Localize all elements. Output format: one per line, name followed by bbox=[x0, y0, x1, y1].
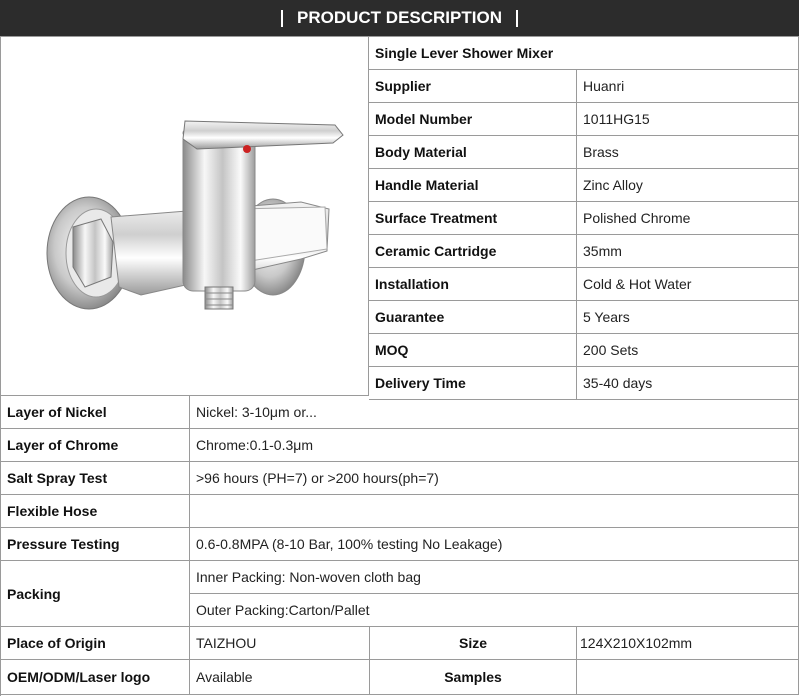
product-image bbox=[1, 37, 369, 396]
spec-value: Huanri bbox=[577, 70, 799, 103]
spec-value: 35mm bbox=[577, 235, 799, 268]
section-header bbox=[0, 0, 799, 36]
header-bar-left bbox=[281, 10, 283, 27]
spec-value: Brass bbox=[577, 136, 799, 169]
spec-label: Ceramic Cartridge bbox=[369, 235, 577, 268]
spec-label: Delivery Time bbox=[369, 367, 577, 400]
oem-value: Available bbox=[190, 660, 370, 695]
spec-value: 1011HG15 bbox=[577, 103, 799, 136]
spec-label: Body Material bbox=[369, 136, 577, 169]
packing-inner: Inner Packing: Non-woven cloth bag bbox=[190, 561, 799, 594]
spec-value: Cold & Hot Water bbox=[577, 268, 799, 301]
spec-value: Zinc Alloy bbox=[577, 169, 799, 202]
detail-value: 0.6-0.8MPA (8-10 Bar, 100% testing No Leakage) bbox=[190, 528, 799, 561]
spec-value: Polished Chrome bbox=[577, 202, 799, 235]
size-label: Size bbox=[370, 627, 577, 660]
faucet-illustration bbox=[1, 37, 369, 396]
spec-value: 5 Years bbox=[577, 301, 799, 334]
detail-label: Flexible Hose bbox=[1, 495, 190, 528]
spec-label: Model Number bbox=[369, 103, 577, 136]
detail-label: Salt Spray Test bbox=[1, 462, 190, 495]
spec-value: 35-40 days bbox=[577, 367, 799, 400]
spec-label: Installation bbox=[369, 268, 577, 301]
spec-label: Supplier bbox=[369, 70, 577, 103]
spec-label: Guarantee bbox=[369, 301, 577, 334]
header-bar-right bbox=[516, 10, 518, 27]
detail-label: Pressure Testing bbox=[1, 528, 190, 561]
product-name: Single Lever Shower Mixer bbox=[369, 37, 799, 70]
spec-label: MOQ bbox=[369, 334, 577, 367]
oem-label: OEM/ODM/Laser logo bbox=[1, 660, 190, 695]
origin-label: Place of Origin bbox=[1, 627, 190, 660]
detail-label: Layer of Chrome bbox=[1, 429, 190, 462]
origin-value: TAIZHOU bbox=[190, 627, 370, 660]
size-value: 124X210X102mm bbox=[577, 627, 799, 660]
detail-value: Nickel: 3-10μm or... bbox=[190, 396, 799, 429]
detail-label: Layer of Nickel bbox=[1, 396, 190, 429]
detail-value bbox=[190, 495, 799, 528]
spec-label: Surface Treatment bbox=[369, 202, 577, 235]
detail-value: >96 hours (PH=7) or >200 hours(ph=7) bbox=[190, 462, 799, 495]
packing-label: Packing bbox=[1, 561, 190, 627]
samples-value bbox=[577, 660, 799, 695]
spec-label: Handle Material bbox=[369, 169, 577, 202]
packing-outer: Outer Packing:Carton/Pallet bbox=[190, 594, 799, 627]
detail-value: Chrome:0.1-0.3μm bbox=[190, 429, 799, 462]
samples-label: Samples bbox=[370, 660, 577, 695]
spec-value: 200 Sets bbox=[577, 334, 799, 367]
header-title: PRODUCT DESCRIPTION bbox=[297, 8, 502, 27]
